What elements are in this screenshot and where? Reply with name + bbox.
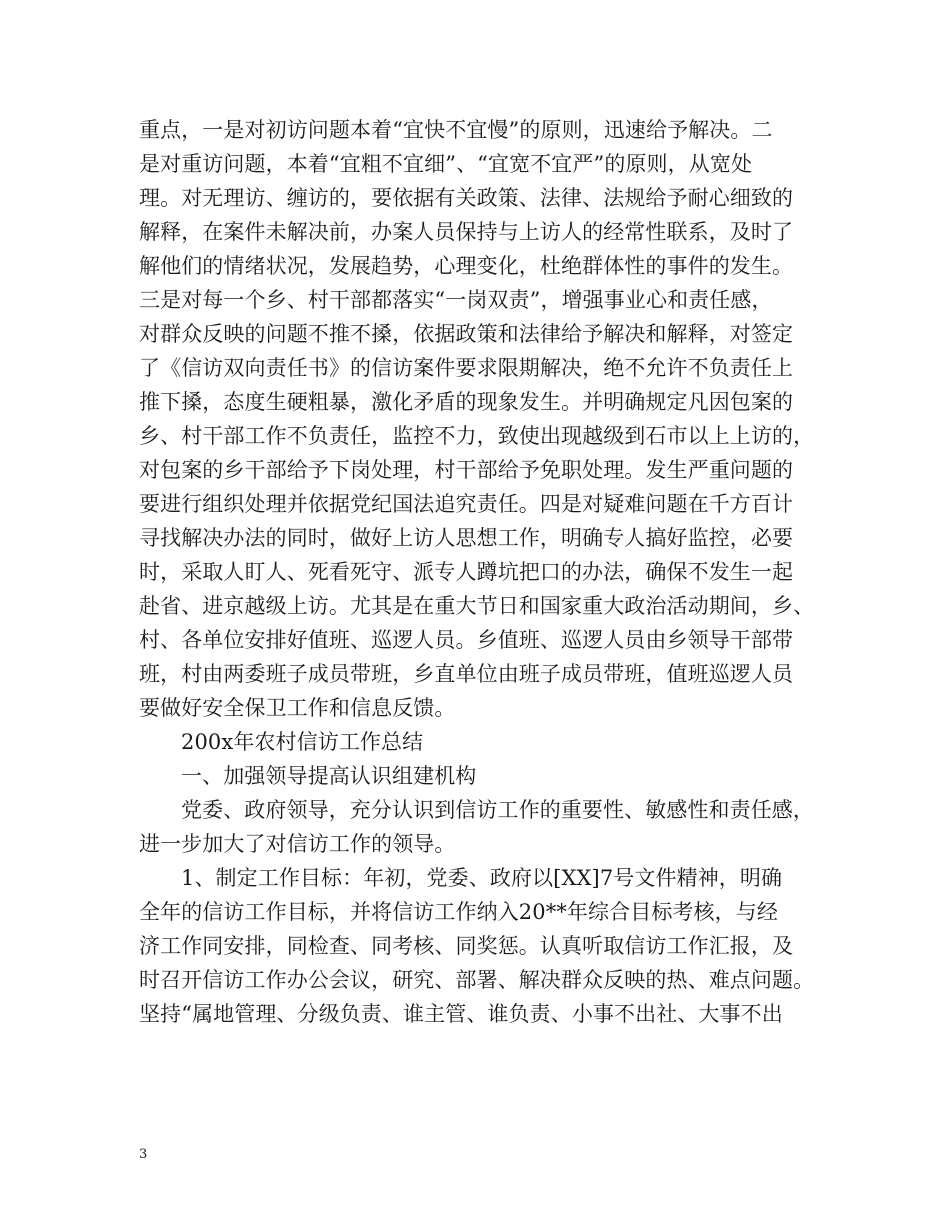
body-text	[139, 113, 829, 1031]
text-line: 解释，在案件未解决前，办案人员保持与上访人的经常性联系，及时了	[139, 220, 794, 244]
text-line: 寻找解决办法的同时，做好上访人思想工作，明确专人搞好监控，必要	[139, 526, 794, 550]
section-title: 200x年农村信访工作总结	[181, 730, 424, 754]
text-line: 村、各单位安排好值班、巡逻人员。乡值班、巡逻人员由乡领导干部带	[139, 628, 794, 652]
text-line: 时，采取人盯人、死看死守、派专人蹲坑把口的办法，确保不发生一起	[139, 560, 794, 584]
page-number: 3	[139, 1147, 148, 1162]
text-line: 济工作同安排，同检查、同考核、同奖惩。认真听取信访工作汇报，及	[139, 934, 794, 958]
text-line: 要进行组织处理并依据党纪国法追究责任。四是对疑难问题在千方百计	[139, 492, 794, 516]
text-line: 要做好安全保卫工作和信息反馈。	[139, 696, 456, 720]
text-line: 了《信访双向责任书》的信访案件要求限期解决，绝不允许不负责任上	[139, 356, 794, 380]
text-line: 坚持“属地管理、分级负责、谁主管、谁负责、小事不出社、大事不出	[139, 1002, 783, 1026]
text-line: 1、制定工作目标：年初，党委、政府以[XX]7号文件精神，明确	[181, 866, 783, 890]
text-line: 赴省、进京越级上访。尤其是在重大节日和国家重大政治活动期间，乡、	[139, 594, 815, 618]
section-heading: 一、加强领导提高认识组建机构	[181, 764, 477, 788]
text-line: 乡、村干部工作不负责任，监控不力，致使出现越级到石市以上上访的，	[139, 424, 815, 448]
text-line: 进一步加大了对信访工作的领导。	[139, 832, 456, 856]
text-line: 解他们的情绪状况，发展趋势，心理变化，杜绝群体性的事件的发生。	[139, 254, 794, 278]
text-line: 班，村由两委班子成员带班，乡直单位由班子成员带班，值班巡逻人员	[139, 662, 794, 686]
text-line: 理。对无理访、缠访的，要依据有关政策、法律、法规给予耐心细致的	[139, 186, 794, 210]
text-line: 是对重访问题，本着“宜粗不宜细”、“宜宽不宜严”的原则，从宽处	[139, 152, 753, 176]
text-line: 对包案的乡干部给予下岗处理，村干部给予免职处理。发生严重问题的	[139, 458, 794, 482]
text-line: 党委、政府领导，充分认识到信访工作的重要性、敏感性和责任感，	[181, 798, 814, 822]
text-line: 时召开信访工作办公会议，研究、部署、解决群众反映的热、难点问题。	[139, 968, 815, 992]
text-line: 推下搡，态度生硬粗暴，激化矛盾的现象发生。并明确规定凡因包案的	[139, 390, 794, 414]
text-line: 全年的信访工作目标，并将信访工作纳入20**年综合目标考核，与经	[139, 900, 778, 924]
text-line: 三是对每一个乡、村干部都落实“一岗双责”，增强事业心和责任感，	[139, 288, 773, 312]
text-line: 对群众反映的问题不推不搡，依据政策和法律给予解决和解释，对签定	[139, 322, 794, 346]
text-line: 重点，一是对初访问题本着“宜快不宜慢”的原则，迅速给予解决。二	[139, 118, 773, 142]
